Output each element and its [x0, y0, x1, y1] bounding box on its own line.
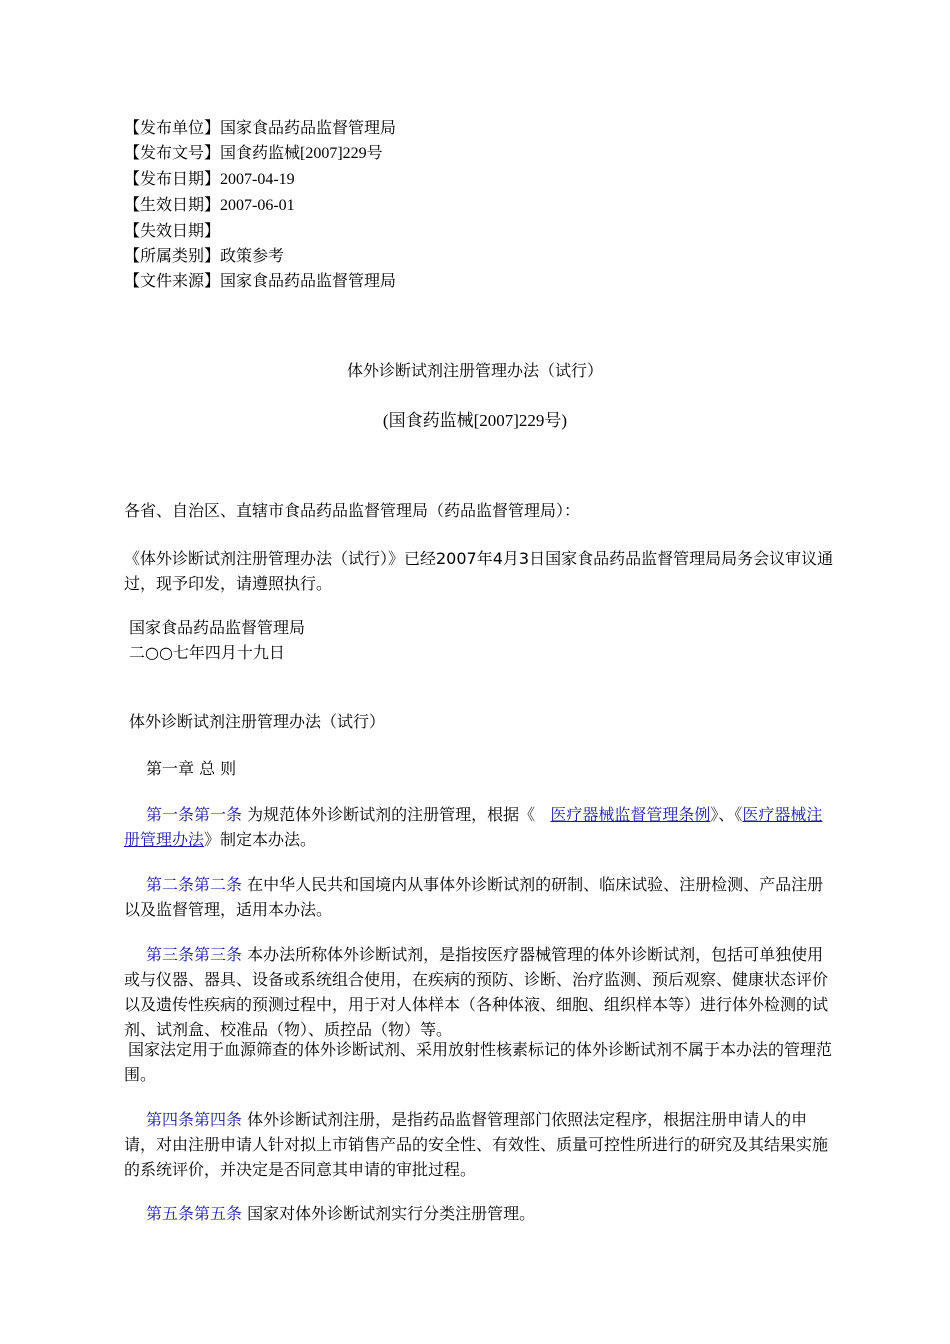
chapter-heading: 第一章 总 则 [146, 759, 237, 778]
article-label[interactable]: 第二条第二条 [146, 875, 243, 894]
article-text: 为规范体外诊断试剂的注册管理，根据《 [247, 805, 536, 824]
article-label[interactable]: 第三条第三条 [146, 945, 243, 964]
meta-label: 【所属类别】 [124, 246, 221, 265]
document-title: 体外诊断试剂注册管理办法（试行） [346, 361, 603, 380]
meta-value: 国家食品药品监督管理局 [220, 118, 397, 137]
recipients: 各省、自治区、直辖市食品药品监督管理局（药品监督管理局）： [124, 501, 581, 520]
issuer: 国家食品药品监督管理局 [129, 618, 306, 637]
article-label[interactable]: 第一条第一条 [146, 805, 243, 824]
document-number: (国食药监械[2007]229号) [382, 411, 568, 430]
article-text: 在中华人民共和国境内从事体外诊断试剂的研制、临床试验、注册检测、产品注册以及监督管理，适用本办法。 [124, 875, 824, 919]
meta-row [124, 166, 396, 192]
meta-row [124, 218, 396, 243]
notice-paragraph: 《体外诊断试剂注册管理办法（试行）》已经2007年4月3日国家食品药品监督管理局局务会议审议通过，现予印发，请遵照执行。 [124, 549, 834, 593]
article-label[interactable]: 第五条第五条 [146, 1204, 243, 1223]
article-text: 国家对体外诊断试剂实行分类注册管理。 [247, 1204, 536, 1223]
meta-row [124, 243, 396, 268]
metadata-block [124, 115, 396, 293]
article-4 [124, 1107, 834, 1182]
registration-rules-link[interactable]: 医疗器械注册管理办法 [124, 805, 823, 849]
meta-label: 【生效日期】 [124, 195, 221, 214]
meta-value: 2007-04-19 [220, 171, 295, 188]
meta-value: 国家食品药品监督管理局 [220, 271, 397, 290]
meta-label: 【文件来源】 [124, 271, 221, 290]
article-text: 》制定本办法。 [204, 830, 317, 849]
article-text: 本办法所称体外诊断试剂，是指按医疗器械管理的体外诊断试剂，包括可单独使用或与仪器、器具、设备或系统组合使用，在疾病的预防、诊断、治疗监测、预后观察、健康状态评价以及遗传性疾病的预测过程中，用于对人体样本（各种体液、细胞、组织样本等）进行体外检测的试剂、试剂盒、校准品（物）、质控品（物）等。 [124, 945, 829, 1039]
meta-label: 【发布单位】 [124, 118, 221, 137]
meta-value: 2007-06-01 [220, 197, 295, 214]
article-3 [124, 942, 834, 1042]
meta-label: 【发布文号】 [124, 143, 221, 162]
article-label[interactable]: 第四条第四条 [146, 1110, 243, 1129]
article-text: 体外诊断试剂注册，是指药品监督管理部门依照法定程序，根据注册申请人的申请，对由注册申请人针对拟上市销售产品的安全性、有效性、质量可控性所进行的研究及其结果实施的系统评价，并决定是否同意其申请的审批过程。 [124, 1110, 829, 1179]
meta-value: 政策参考 [220, 246, 285, 265]
meta-row [124, 192, 396, 218]
meta-label: 【发布日期】 [124, 169, 221, 188]
article-2 [124, 872, 834, 922]
article-3-extra [124, 1037, 834, 1087]
issue-date: 二○○七年四月十九日 [129, 643, 285, 662]
article-text: 》、《 [710, 805, 743, 824]
meta-value: 国食药监械[2007]229号 [220, 145, 383, 162]
meta-row [124, 115, 396, 140]
meta-row [124, 140, 396, 166]
article-text: 国家法定用于血源筛查的体外诊断试剂、采用放射性核素标记的体外诊断试剂不属于本办法的管理范围。 [124, 1040, 833, 1084]
article-5 [124, 1201, 834, 1226]
meta-row [124, 268, 396, 293]
article-1 [124, 802, 834, 852]
body-title: 体外诊断试剂注册管理办法（试行） [129, 712, 386, 731]
regulation-link[interactable]: 医疗器械监督管理条例 [550, 805, 711, 824]
meta-label: 【失效日期】 [124, 221, 221, 240]
